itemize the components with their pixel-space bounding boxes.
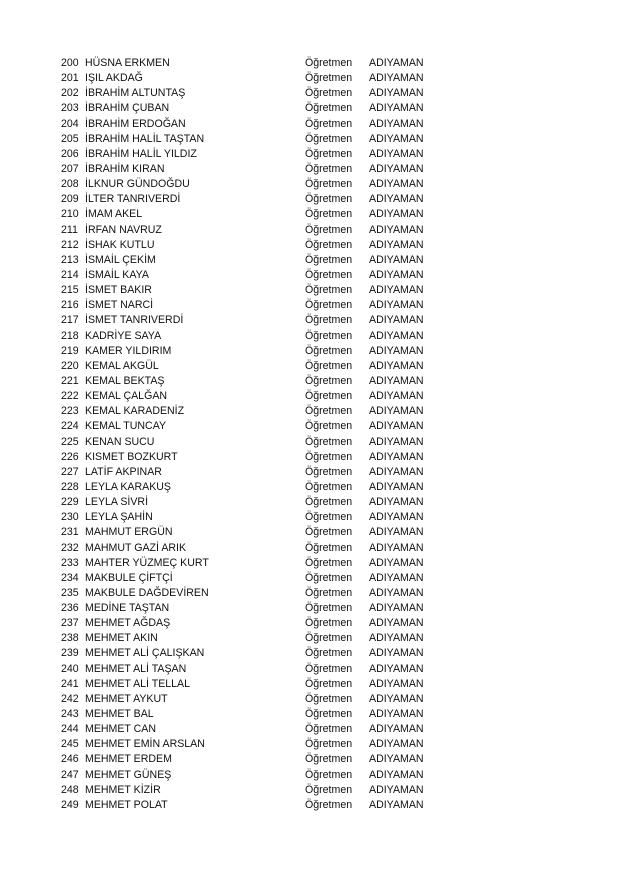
row-number: 246 [61,753,79,766]
person-city: ADIYAMAN [369,238,424,251]
person-city: ADIYAMAN [369,677,424,690]
person-name: KEMAL TUNCAY [85,420,167,433]
list-item [0,177,620,192]
list-item [0,450,620,465]
row-number: 235 [61,586,79,599]
person-name: MEHMET AĞDAŞ [85,617,171,630]
person-name: MAKBULE ÇİFTÇİ [85,571,173,584]
row-number: 207 [61,162,79,175]
person-role: Öğretmen [305,662,353,675]
person-city: ADIYAMAN [369,284,424,297]
person-name: MEHMET ALİ TELLAL [85,677,191,690]
person-city: ADIYAMAN [369,268,424,281]
person-role: Öğretmen [305,253,353,266]
list-item [0,101,620,116]
list-item [0,359,620,374]
person-name: İBRAHİM ÇUBAN [85,102,170,115]
list-item [0,783,620,798]
person-role: Öğretmen [305,708,353,721]
person-role: Öğretmen [305,359,353,372]
person-city: ADIYAMAN [369,692,424,705]
list-item [0,722,620,737]
row-number: 205 [61,132,79,145]
person-role: Öğretmen [305,178,353,191]
list-item [0,586,620,601]
row-number: 219 [61,344,79,357]
person-role: Öğretmen [305,208,353,221]
person-name: MEHMET GÜNEŞ [85,768,172,781]
person-city: ADIYAMAN [369,420,424,433]
person-name: İBRAHİM ERDOĞAN [85,117,186,130]
person-city: ADIYAMAN [369,662,424,675]
person-name: MEHMET BAL [85,708,154,721]
person-role: Öğretmen [305,72,353,85]
list-item [0,147,620,162]
row-number: 217 [61,314,79,327]
person-name: MEHMET AKIN [85,632,158,645]
list-item [0,692,620,707]
list-item [0,283,620,298]
person-role: Öğretmen [305,238,353,251]
person-city: ADIYAMAN [369,798,424,811]
list-item [0,480,620,495]
person-role: Öğretmen [305,511,353,524]
person-name: MEHMET ALİ ÇALIŞKAN [85,647,205,660]
row-number: 215 [61,284,79,297]
person-role: Öğretmen [305,87,353,100]
person-city: ADIYAMAN [369,556,424,569]
person-role: Öğretmen [305,556,353,569]
person-name: LEYLA SİVRİ [85,496,149,509]
person-name: MAKBULE DAĞDEVİREN [85,586,209,599]
person-name: KEMAL AKGÜL [85,359,159,372]
person-name: İLKNUR GÜNDOĞDU [85,178,190,191]
list-item [0,601,620,616]
row-number: 206 [61,147,79,160]
row-number: 224 [61,420,79,433]
list-item [0,298,620,313]
person-city: ADIYAMAN [369,450,424,463]
person-role: Öğretmen [305,632,353,645]
person-name: KEMAL BEKTAŞ [85,374,165,387]
person-city: ADIYAMAN [369,344,424,357]
person-role: Öğretmen [305,147,353,160]
person-city: ADIYAMAN [369,359,424,372]
person-city: ADIYAMAN [369,208,424,221]
list-item [0,631,620,646]
row-number: 216 [61,299,79,312]
person-city: ADIYAMAN [369,405,424,418]
person-role: Öğretmen [305,541,353,554]
person-role: Öğretmen [305,677,353,690]
list-item [0,662,620,677]
list-item [0,571,620,586]
person-city: ADIYAMAN [369,102,424,115]
person-name: MEHMET CAN [85,723,157,736]
row-number: 247 [61,768,79,781]
person-city: ADIYAMAN [369,253,424,266]
person-role: Öğretmen [305,284,353,297]
person-name: İBRAHİM HALİL TAŞTAN [85,132,205,145]
person-city: ADIYAMAN [369,178,424,191]
person-role: Öğretmen [305,435,353,448]
person-name: LATİF AKPINAR [85,465,162,478]
row-number: 214 [61,268,79,281]
list-item [0,541,620,556]
person-role: Öğretmen [305,526,353,539]
list-item [0,510,620,525]
person-name: İBRAHİM HALİL YILDIZ [85,147,197,160]
list-item [0,162,620,177]
person-role: Öğretmen [305,602,353,615]
row-number: 211 [61,223,78,236]
list-item [0,207,620,222]
list-item [0,404,620,419]
person-city: ADIYAMAN [369,602,424,615]
list-item [0,465,620,480]
person-role: Öğretmen [305,420,353,433]
person-name: MEHMET KİZİR [85,783,161,796]
person-role: Öğretmen [305,571,353,584]
row-number: 229 [61,496,79,509]
person-role: Öğretmen [305,193,353,206]
row-number: 230 [61,511,79,524]
person-name: MEDİNE TAŞTAN [85,602,170,615]
person-city: ADIYAMAN [369,223,424,236]
person-role: Öğretmen [305,496,353,509]
person-role: Öğretmen [305,162,353,175]
row-number: 227 [61,465,79,478]
row-number: 249 [61,798,79,811]
person-city: ADIYAMAN [369,57,424,69]
list-item [0,707,620,722]
person-city: ADIYAMAN [369,314,424,327]
person-name: İRFAN NAVRUZ [85,223,162,236]
row-number: 204 [61,117,79,130]
person-role: Öğretmen [305,268,353,281]
person-name: İSMET BAKIR [85,284,152,297]
row-number: 202 [61,87,79,100]
person-city: ADIYAMAN [369,72,424,85]
person-city: ADIYAMAN [369,132,424,145]
person-role: Öğretmen [305,102,353,115]
row-number: 210 [61,208,79,221]
row-number: 213 [61,253,79,266]
list-item [0,344,620,359]
person-name: KEMAL ÇALĞAN [85,390,168,403]
list-item [0,329,620,344]
person-role: Öğretmen [305,753,353,766]
person-city: ADIYAMAN [369,511,424,524]
person-city: ADIYAMAN [369,147,424,160]
person-name: İSMAİL ÇEKİM [85,253,156,266]
list-item [0,737,620,752]
list-item [0,389,620,404]
person-city: ADIYAMAN [369,708,424,721]
person-name: İLTER TANRIVERDİ [85,193,181,206]
list-item [0,313,620,328]
row-number: 238 [61,632,79,645]
person-role: Öğretmen [305,480,353,493]
person-name: IŞIL AKDAĞ [85,72,143,85]
row-number: 233 [61,556,79,569]
row-number: 243 [61,708,79,721]
person-city: ADIYAMAN [369,526,424,539]
row-number: 244 [61,723,79,736]
row-number: 245 [61,738,79,751]
list-item [0,71,620,86]
person-name: İSMET TANRIVERDİ [85,314,184,327]
person-role: Öğretmen [305,405,353,418]
row-number: 236 [61,602,79,615]
list-item [0,117,620,132]
person-city: ADIYAMAN [369,193,424,206]
person-name: HÜSNA ERKMEN [85,57,170,69]
person-role: Öğretmen [305,57,353,69]
person-role: Öğretmen [305,223,353,236]
row-number: 242 [61,692,79,705]
row-number: 234 [61,571,79,584]
row-number: 200 [61,57,79,69]
row-number: 212 [61,238,79,251]
list-item [0,253,620,268]
person-name: İSHAK KUTLU [85,238,155,251]
person-city: ADIYAMAN [369,571,424,584]
person-name: İMAM AKEL [85,208,143,221]
person-role: Öğretmen [305,723,353,736]
person-name: KENAN SUCU [85,435,155,448]
person-name: KADRİYE SAYA [85,329,162,342]
list-item [0,192,620,207]
person-city: ADIYAMAN [369,374,424,387]
row-number: 218 [61,329,79,342]
person-role: Öğretmen [305,132,353,145]
person-city: ADIYAMAN [369,617,424,630]
list-item [0,223,620,238]
person-city: ADIYAMAN [369,586,424,599]
person-name: MEHMET POLAT [85,798,168,811]
person-city: ADIYAMAN [369,541,424,554]
person-name: MAHMUT ERGÜN [85,526,173,539]
person-name: KAMER YILDIRIM [85,344,172,357]
person-city: ADIYAMAN [369,480,424,493]
row-number: 232 [61,541,79,554]
person-role: Öğretmen [305,798,353,811]
person-role: Öğretmen [305,374,353,387]
person-role: Öğretmen [305,586,353,599]
person-name: MAHTER YÜZMEÇ KURT [85,556,209,569]
row-number: 241 [61,677,79,690]
row-number: 221 [61,374,79,387]
row-number: 220 [61,359,79,372]
person-role: Öğretmen [305,329,353,342]
person-name: İBRAHİM KIRAN [85,162,165,175]
row-number: 237 [61,617,79,630]
person-name: MEHMET ALİ TAŞAN [85,662,187,675]
row-number: 228 [61,480,79,493]
person-name: KEMAL KARADENİZ [85,405,185,418]
person-city: ADIYAMAN [369,753,424,766]
person-city: ADIYAMAN [369,465,424,478]
list-item [0,86,620,101]
person-city: ADIYAMAN [369,632,424,645]
row-number: 239 [61,647,79,660]
person-city: ADIYAMAN [369,87,424,100]
person-city: ADIYAMAN [369,390,424,403]
list-item [0,238,620,253]
person-role: Öğretmen [305,692,353,705]
row-number: 201 [61,72,79,85]
row-number: 248 [61,783,79,796]
person-name: İBRAHİM ALTUNTAŞ [85,87,186,100]
person-name: KISMET BOZKURT [85,450,178,463]
list-item [0,268,620,283]
person-role: Öğretmen [305,450,353,463]
person-name: MAHMUT GAZİ ARIK [85,541,187,554]
row-number: 222 [61,390,79,403]
row-number: 240 [61,662,79,675]
person-name: MEHMET ERDEM [85,753,172,766]
row-number: 226 [61,450,79,463]
row-number: 223 [61,405,79,418]
person-role: Öğretmen [305,647,353,660]
row-number: 208 [61,178,79,191]
person-city: ADIYAMAN [369,496,424,509]
person-city: ADIYAMAN [369,162,424,175]
person-city: ADIYAMAN [369,329,424,342]
person-role: Öğretmen [305,314,353,327]
person-city: ADIYAMAN [369,647,424,660]
list-item [0,798,620,813]
person-name: İSMAİL KAYA [85,268,149,281]
row-number: 203 [61,102,79,115]
teacher-list [0,56,620,813]
row-number: 231 [61,526,79,539]
person-name: LEYLA KARAKUŞ [85,480,171,493]
row-number: 225 [61,435,79,448]
person-city: ADIYAMAN [369,783,424,796]
row-number: 209 [61,193,79,206]
list-item [0,419,620,434]
person-role: Öğretmen [305,738,353,751]
person-city: ADIYAMAN [369,723,424,736]
list-item [0,132,620,147]
person-city: ADIYAMAN [369,117,424,130]
person-name: LEYLA ŞAHİN [85,511,153,524]
list-item [0,616,620,631]
list-item [0,768,620,783]
person-role: Öğretmen [305,465,353,478]
list-item [0,435,620,450]
person-role: Öğretmen [305,344,353,357]
person-role: Öğretmen [305,783,353,796]
list-item [0,495,620,510]
list-item [0,374,620,389]
list-item [0,556,620,571]
person-city: ADIYAMAN [369,299,424,312]
list-item [0,56,620,71]
person-role: Öğretmen [305,617,353,630]
person-role: Öğretmen [305,390,353,403]
person-name: MEHMET EMİN ARSLAN [85,738,205,751]
person-city: ADIYAMAN [369,768,424,781]
list-item [0,646,620,661]
list-item [0,752,620,767]
person-role: Öğretmen [305,299,353,312]
person-role: Öğretmen [305,117,353,130]
person-role: Öğretmen [305,768,353,781]
person-name: İSMET NARCİ [85,299,154,312]
person-city: ADIYAMAN [369,435,424,448]
person-name: MEHMET AYKUT [85,692,168,705]
person-city: ADIYAMAN [369,738,424,751]
list-item [0,677,620,692]
list-item [0,525,620,540]
